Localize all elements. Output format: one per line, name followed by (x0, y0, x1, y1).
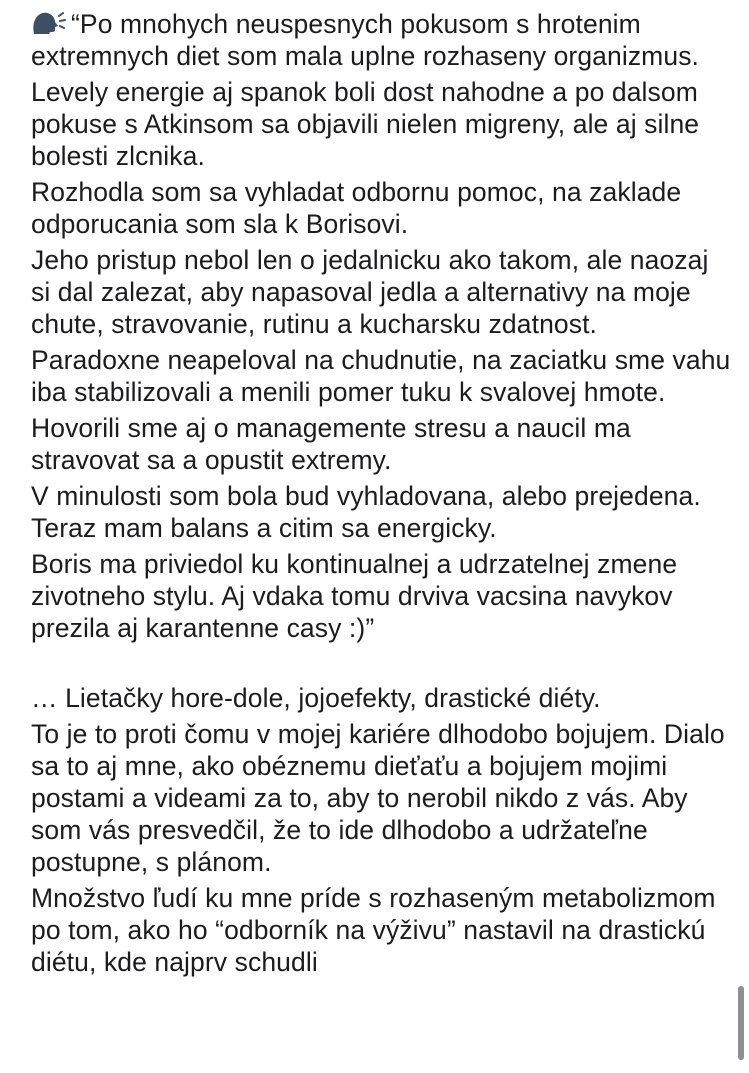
body-paragraph: … Lietačky hore-dole, jojoefekty, drastické diéty. (31, 683, 601, 713)
quote-paragraph: Hovorili sme aj o managemente stresu a naucil ma stravovat sa a opustit extremy. (31, 413, 631, 475)
quote-paragraph-text: “Po mnohych neuspesnych pokusom s hrotenim extremnych diet som mala uplne rozhaseny organizmus. (31, 9, 700, 71)
body-paragraph: To je to proti čomu v mojej kariére dlhodobo bojujem. Dialo sa to aj mne, ako obéznemu dieťaťu a bojujem mojimi postami a videami za to, aby to nerobil nikdo z vás. Aby som vás presvedčil, že to ide dlhodobo a udržateľne postupne, s plánom. (31, 719, 725, 877)
quote-paragraph: Boris ma priviedol ku kontinualnej a udrzatelnej zmene zivotneho stylu. Aj vdaka tomu drviva vacsina navykov prezila aj karantenne casy :)” (31, 549, 678, 643)
quote-paragraph: Paradoxne neapeloval na chudnutie, na zaciatku sme vahu iba stabilizovali a menili pomer tuku k svalovej hmote. (31, 345, 731, 407)
scrollbar-thumb[interactable] (738, 986, 744, 1060)
quote-paragraph (31, 8, 731, 72)
post-text (31, 8, 731, 982)
quote-paragraph: Jeho pristup nebol len o jedalnicku ako takom, ale naozaj si dal zalezat, aby napasoval jedla a alternativy na moje chute, stravovanie, rutinu a kucharsku zdatnost. (31, 245, 709, 339)
quote-paragraph: Levely energie aj spanok boli dost nahodne a po dalsom pokuse s Atkinsom sa objavili nielen migreny, ale aj silne bolesti zlcnika. (31, 77, 700, 171)
body-paragraph: Množstvo ľudí ku mne príde s rozhaseným metabolizmom po tom, ako ho “odborník na výživu” nastavil na drastickú diétu, kde najprv schudli (31, 883, 716, 977)
quote-paragraph: V minulosti som bola bud vyhladovana, alebo prejedena. Teraz mam balans a citim sa energicky. (31, 481, 701, 543)
speaking-head-icon (31, 10, 67, 36)
quote-paragraph: Rozhodla som sa vyhladat odbornu pomoc, na zaklade odporucania som sla k Borisovi. (31, 177, 682, 239)
